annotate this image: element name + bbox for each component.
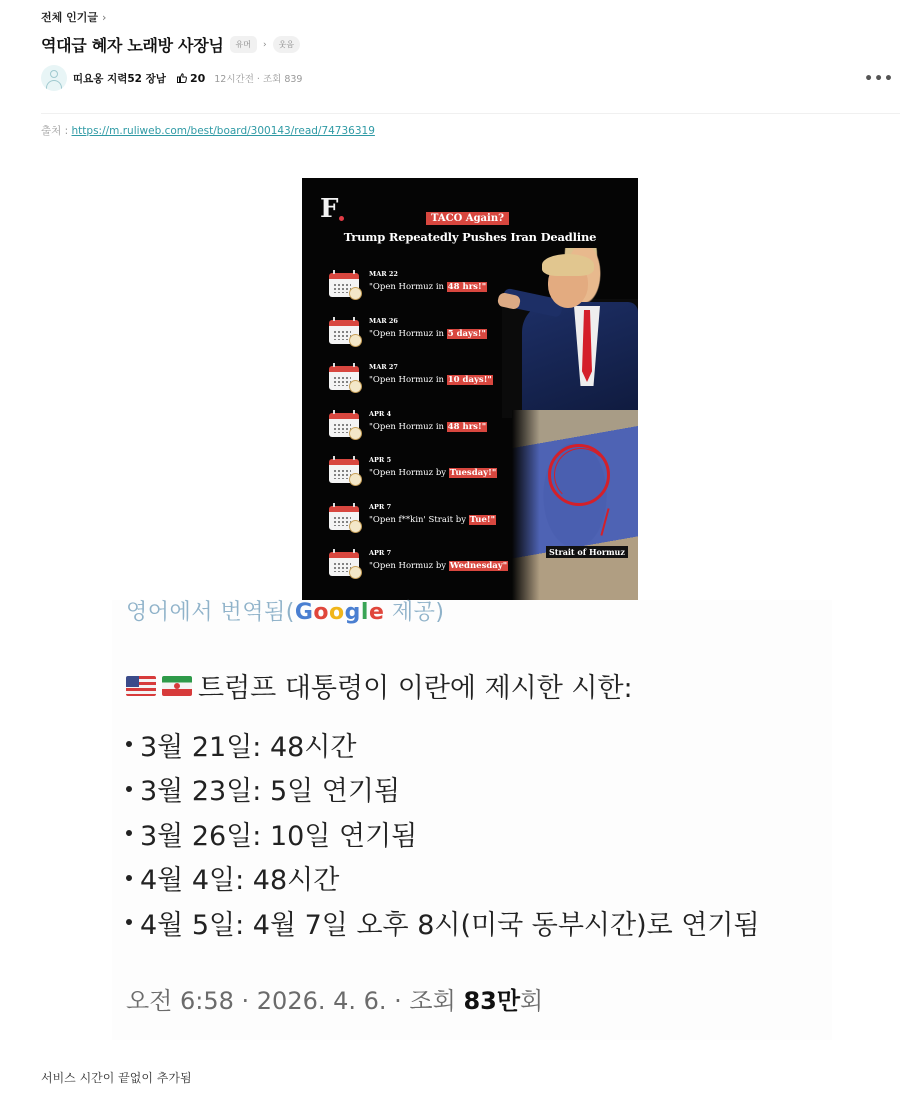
- stamp-prefix: 오전 6:58 · 2026. 4. 6. · 조회: [126, 987, 464, 1015]
- entry-date: APR 7: [369, 549, 392, 557]
- thumbs-up-icon: [176, 72, 188, 84]
- source-label: 출처 :: [41, 125, 69, 137]
- iran-flag-icon: [162, 676, 192, 696]
- user-icon: [50, 70, 58, 78]
- list-item: 4월 5일: 4월 7일 오후 8시(미국 동부시간)로 연기됨: [126, 900, 760, 945]
- translated-by-google: [126, 594, 444, 624]
- author-name[interactable]: 띠요옹 지력52 장남: [73, 72, 166, 85]
- category-tag-humor[interactable]: 유머: [230, 36, 257, 53]
- infographic-image: [302, 178, 638, 600]
- bullet-icon: [126, 875, 132, 881]
- us-flag-icon: [126, 676, 156, 696]
- post-meta: [41, 66, 302, 90]
- portrait-hair: [542, 254, 594, 276]
- bullet-icon: [126, 919, 132, 925]
- like-count-value: 20: [189, 71, 206, 85]
- translated-prefix: 영어에서 번역됨(: [126, 600, 295, 624]
- translated-suffix: 제공): [384, 600, 445, 624]
- breadcrumb[interactable]: [41, 9, 106, 25]
- google-logo-e: e: [368, 600, 385, 624]
- post-time-value: 12시간전: [214, 74, 254, 85]
- post-header: [41, 33, 300, 56]
- entry-quote: "Open Hormuz in 48 hrs!": [369, 282, 487, 292]
- more-options-button[interactable]: •••: [864, 71, 894, 87]
- logo-dot: [339, 216, 344, 221]
- entry-date: MAR 27: [369, 363, 398, 371]
- tweet-timestamp: [126, 981, 543, 1016]
- highlight-circle-inner: [554, 448, 608, 502]
- entry-quote: "Open f**kin' Strait by Tue!": [369, 514, 496, 525]
- entry-date: APR 7: [369, 502, 392, 511]
- translated-tweet-image: [112, 600, 832, 1040]
- post-time: 12시간전 · 조회 839: [214, 74, 303, 85]
- clock-icon: [349, 427, 362, 440]
- hormuz-map: [512, 410, 638, 600]
- tweet-heading: [126, 666, 633, 705]
- deadline-entry: [329, 317, 529, 364]
- entry-quote: "Open Hormuz by Tuesday!": [369, 468, 497, 478]
- deadline-bullets: [126, 722, 760, 945]
- clock-icon: [349, 334, 362, 347]
- deadline-entry: [329, 503, 529, 550]
- chevron-right-icon: ›: [101, 10, 107, 24]
- divider: [41, 113, 900, 114]
- source-link[interactable]: https://m.ruliweb.com/best/board/300143/read/74736319: [71, 125, 375, 137]
- post-title: 역대급 혜자 노래방 사장님: [41, 36, 224, 55]
- deadline-entry: [329, 363, 529, 410]
- clock-icon: [349, 520, 362, 533]
- infographic-headline: Trump Repeatedly Pushes Iran Deadline: [343, 230, 597, 244]
- deadline-entry: [329, 410, 529, 457]
- breadcrumb-label[interactable]: 전체 인기글: [41, 11, 98, 24]
- tweet-heading-text: 트럼프 대통령이 이란에 제시한 시한:: [198, 673, 633, 704]
- clock-icon: [349, 473, 362, 486]
- stamp-suffix: 회: [520, 987, 544, 1015]
- user-icon-body: [46, 80, 62, 91]
- list-item: 3월 23일: 5일 연기됨: [126, 767, 760, 812]
- post-body-text: 서비스 시간이 끝없이 추가됨: [41, 1071, 192, 1085]
- avatar[interactable]: [41, 65, 67, 91]
- bullet-icon: [126, 830, 132, 836]
- clock-icon: [349, 287, 362, 300]
- entry-quote: "Open Hormuz by Wednesday": [369, 561, 508, 571]
- google-logo-g2: g: [344, 600, 361, 624]
- map-label: Strait of Hormuz: [546, 546, 628, 558]
- like-count[interactable]: [176, 72, 205, 85]
- source-line: [41, 123, 375, 138]
- entry-quote: "Open Hormuz in 10 days!": [369, 375, 492, 385]
- entry-date: APR 4: [369, 409, 392, 418]
- list-item: 3월 26일: 10일 연기됨: [126, 811, 760, 856]
- arrow-icon: [600, 508, 609, 536]
- entry-date: MAR 22: [369, 270, 398, 278]
- publisher-logo: F: [320, 194, 339, 224]
- category-tag-laugh[interactable]: 웃음: [273, 36, 300, 53]
- entry-date: MAR 26: [369, 316, 398, 325]
- deadline-entry: [329, 456, 529, 503]
- entry-quote: "Open Hormuz in 5 days!": [369, 328, 486, 339]
- google-logo-l: l: [360, 600, 369, 624]
- stamp-views: 83만: [463, 987, 521, 1015]
- bullet-icon: [126, 741, 132, 747]
- views-value: 839: [284, 74, 303, 85]
- entry-date: APR 5: [369, 456, 392, 464]
- google-logo-o2: o: [329, 600, 345, 624]
- google-logo-o1: o: [313, 600, 330, 624]
- list-item: 3월 21일: 48시간: [126, 722, 760, 767]
- deadline-entry: [329, 549, 529, 596]
- views-label: 조회: [262, 74, 282, 85]
- bullet-icon: [126, 786, 132, 792]
- infographic-kicker: TACO Again?: [426, 212, 509, 225]
- deadline-list: [329, 270, 529, 596]
- chevron-right-icon: ›: [263, 39, 267, 50]
- deadline-entry: [329, 270, 529, 317]
- entry-quote: "Open Hormuz in 48 hrs!": [369, 421, 487, 432]
- clock-icon: [349, 566, 362, 579]
- clock-icon: [349, 380, 362, 393]
- list-item: 4월 4일: 48시간: [126, 856, 760, 901]
- google-logo-g: G: [294, 600, 314, 624]
